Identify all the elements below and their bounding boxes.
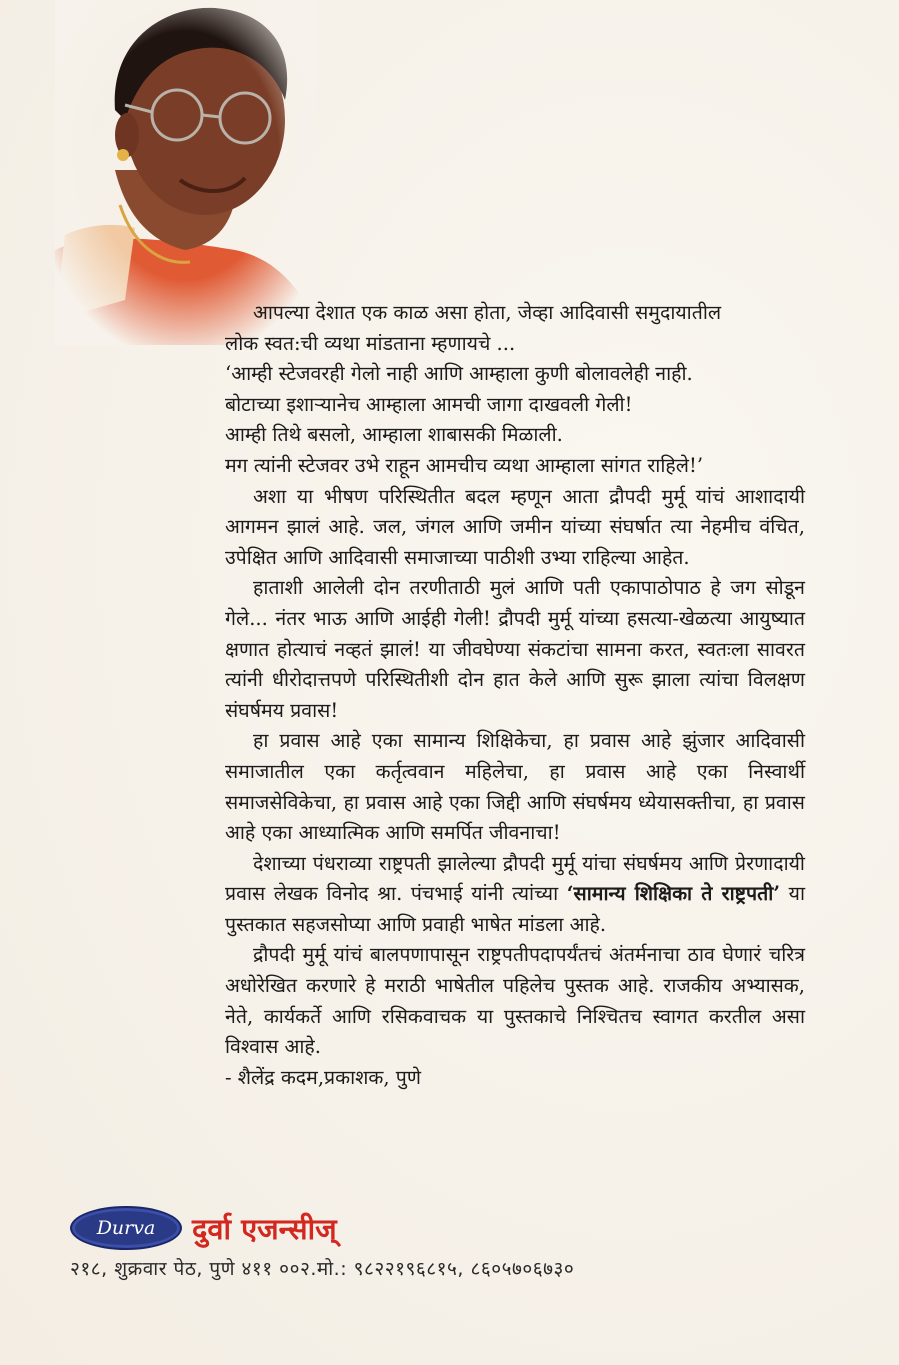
paragraph-1: अशा या भीषण परिस्थितीत बदल म्हणून आता द्रौपदी मुर्मू यांचं आशादायी आगमन झालं आहे. जल, जंगल आणि जमीन यांच्या संघर्षात त्या नेहमीच वंचित, उपेक्षित आणि आदिवासी समाजाच्या पाठीशी उभ्या राहिल्या आहेत. xyxy=(225,484,805,569)
paragraph-2: हाताशी आलेली दोन तरणीताठी मुलं आणि पती एकापाठोपाठ हे जग सोडून गेले... नंतर भाऊ आणि आईही गेली! द्रौपदी मुर्मू यांच्या हसत्या-खेळत्या आयुष्यात क्षणात होत्याचं नव्हतं झालं! या जीवघेण्या संकटांचा सामना करत, स्वतःला सावरत त्यांनी धीरोदात्तपणे परिस्थितीशी दोन हात केले आणि सुरू झाला त्यांचा विलक्षण संघर्षमय प्रवास! xyxy=(225,576,805,722)
quote-line: बोटाच्या इशाऱ्यानेच आम्हाला आमची जागा दाखवली गेली! xyxy=(225,392,633,416)
paragraph-3: हा प्रवास आहे एका सामान्य शिक्षिकेचा, हा प्रवास आहे झुंजार आदिवासी समाजातील एका कर्तृत्ववान महिलेचा, हा प्रवास आहे एका निस्वार्थी समाजसेविकेचा, हा प्रवास आहे एका जिद्दी आणि संघर्षमय ध्येयासक्तीचा, हा प्रवास आहे एका आध्यात्मिक आणि समर्पित जीवनाचा! xyxy=(225,729,805,845)
paragraph-5: द्रौपदी मुर्मू यांचं बालपणापासून राष्ट्रपतीपदापर्यंतचं अंतर्मनाचा ठाव घेणारं चरित्र अधोरेखित करणारे हे मराठी भाषेतील पहिलेच पुस्तक आहे. राजकीय अभ्यासक, नेते, कार्यकर्ते आणि रसिकवाचक या पुस्तकाचे निश्चितच स्वागत करतील असा विश्वास आहे. xyxy=(225,943,805,1059)
signature: - शैलेंद्र कदम,प्रकाशक, पुणे xyxy=(225,1065,421,1089)
publisher-logo xyxy=(70,1206,337,1250)
portrait-illustration xyxy=(55,0,315,345)
publisher-name: दुर्वा एजन्सीज् xyxy=(192,1211,337,1246)
blurb-text xyxy=(225,298,805,1093)
paragraph-4-text: देशाच्या पंधराव्या राष्ट्रपती झालेल्या द्रौपदी मुर्मू यांचा संघर्षमय आणि प्रेरणादायी प्रवास लेखक विनोद श्रा. पंचभाई यांनी त्यांच्या xyxy=(225,851,805,906)
book-title: ‘सामान्य शिक्षिका ते राष्ट्रपती’ xyxy=(566,882,781,906)
intro-line-1: आपल्या देशात एक काळ असा होता, जेव्हा आदिवासी समुदायातील xyxy=(253,301,722,324)
publisher-address: २१८, शुक्रवार पेठ, पुणे ४११ ००२.मो.: ९८२२१९६८१५, ८६०५७०६७३० xyxy=(70,1258,575,1280)
paragraph-4 xyxy=(225,849,805,941)
paragraph-4-text-end: या पुस्तकात सहजसोप्या आणि प्रवाही भाषेत मांडला आहे. xyxy=(225,882,805,936)
quote-line: आम्ही तिथे बसलो, आम्हाला शाबासकी मिळाली. xyxy=(225,423,563,447)
intro-line-2: लोक स्वत:ची व्यथा मांडताना म्हणायचे ... xyxy=(225,331,516,355)
quote-line: ‘आम्ही स्टेजवरही गेलो नाही आणि आम्हाला कुणी बोलावलेही नाही. xyxy=(225,362,693,386)
quote-line: मग त्यांनी स्टेजवर उभे राहून आमचीच व्यथा आम्हाला सांगत राहिले!’ xyxy=(225,453,704,477)
durva-logo-icon: Durva xyxy=(70,1206,182,1250)
quote-block xyxy=(225,359,805,481)
